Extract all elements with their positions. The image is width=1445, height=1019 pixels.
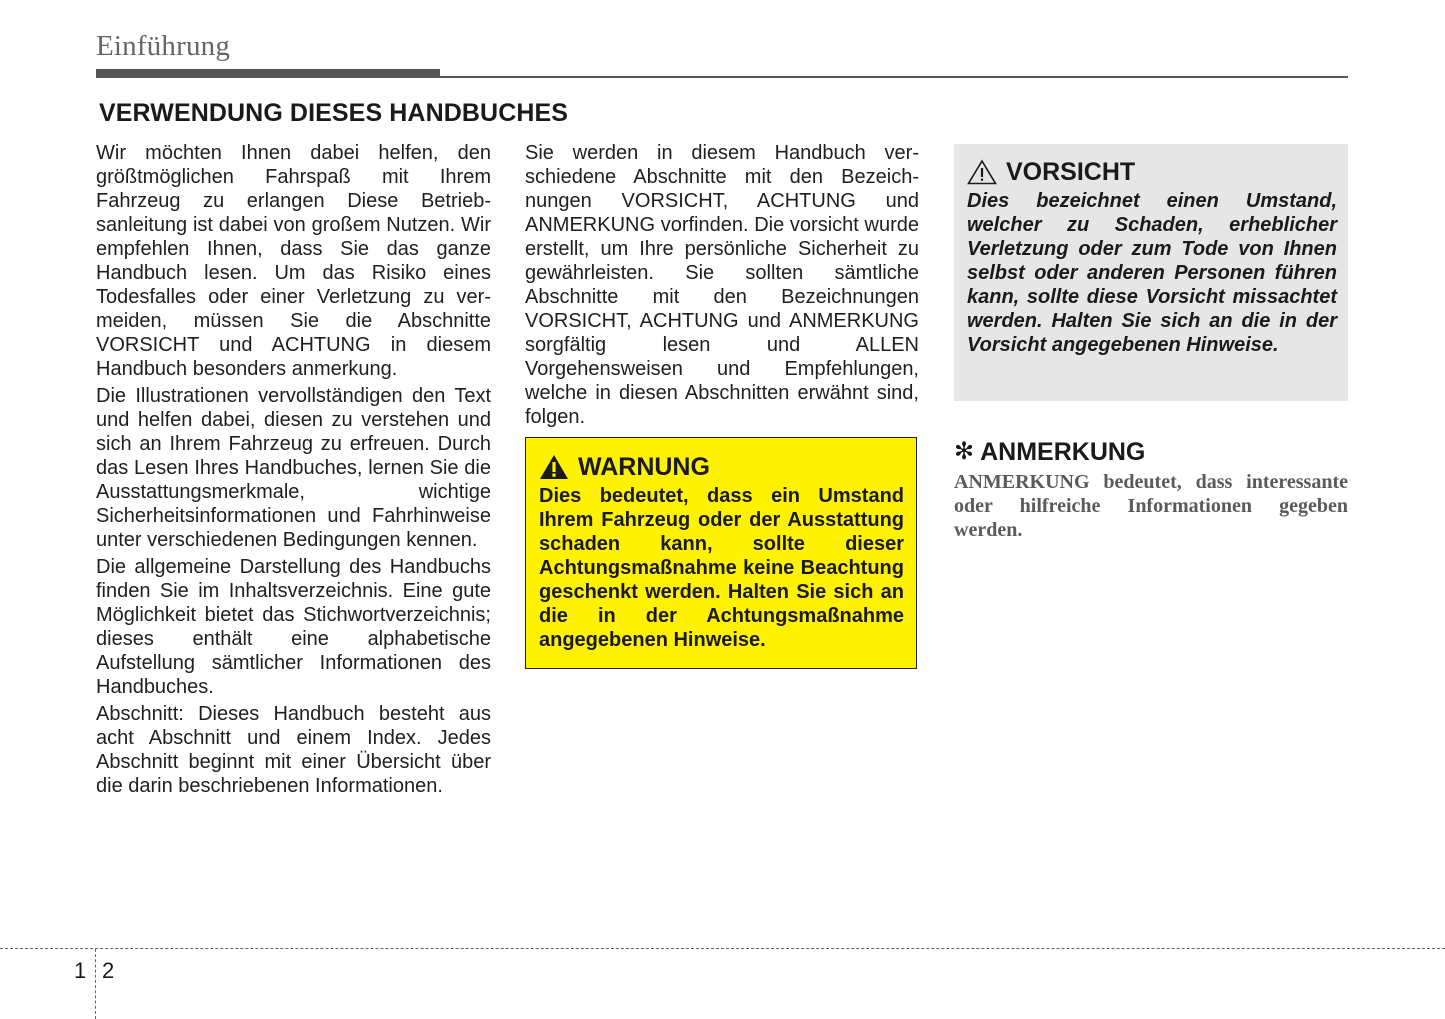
warning-box [525,437,917,669]
chapter-title: Einführung [96,30,231,62]
caution-text: Dies bezeichnet einen Umstand, welcher zu Schaden, erheblicher Verletzung oder zum Tode von Ihnen selbst oder anderen Personen führen kann, sollte diese Vorsicht missachtet werden. Halten Sie sich an die in der Vorsicht angegebenen Hinweise. [967,190,1337,356]
paragraph: Abschnitt: Dieses Handbuch besteht aus acht Abschnitt und einem Index. Jedes Abschnitt beginnt mit einer Übersicht über die darin beschriebenen Informationen. [96,703,491,797]
warning-text: Dies bedeutet, dass ein Umstand Ihrem Fahrzeug oder der Ausstattung schaden kann, sollte dieser Achtungsmaßnahme keine Beachtung geschenkt werden. Halten Sie sich an die in der Achtungsmaßnahme angegebenen Hinweise. [539,485,904,651]
asterisk-icon: ✻ [954,438,975,465]
caution-triangle-icon [967,159,997,185]
chapter-number: 1 [74,958,87,983]
note-text: ANMERKUNG bedeutet, dass interessante oder hilfreiche Informationen gegeben werden. [954,471,1348,541]
caution-heading-label: VORSICHT [1006,158,1136,186]
text-column-2 [525,141,919,432]
warning-heading-label: WARNUNG [578,453,710,481]
note-heading [954,437,1145,467]
caution-box [954,144,1348,401]
footer-divider [0,948,1445,949]
warning-triangle-icon [539,454,569,480]
header-rule [96,76,1348,78]
section-title: VERWENDUNG DIESES HANDBUCHES [99,99,569,127]
note-heading-label: ANMERKUNG [980,438,1146,466]
page-number: 2 [102,958,115,983]
caution-heading [967,157,1337,187]
warning-heading [539,452,904,482]
text-column-1 [96,141,491,801]
paragraph: Die allgemeine Darstellung des Handbuchs finden Sie im Inhaltsverzeichnis. Eine gute Möglichkeit bietet das Stichwortverzeichnis; dieses enthält eine alphabetische Aufstellung sämtlicher Informationen des Handbuches. [96,556,491,698]
paragraph: Wir möchten Ihnen dabei helfen, den größtmöglichen Fahrspaß mit Ihrem Fahrzeug zu erlangen Diese Betriebsanleitung ist dabei von großem Nutzen. Wir empfehlen Ihnen, dass Sie das ganze Handbuch lesen. Um das Risiko eines Todesfalles oder einer Verletzung zu vermeiden, müssen Sie die Abschnitte VORSICHT und ACHTUNG in diesem Handbuch besonders anmerkung. [96,142,491,380]
paragraph: Sie werden in diesem Handbuch verschiedene Abschnitte mit den Bezeichnungen VORSICHT, ACHTUNG und ANMERKUNG vorfinden. Die vorsicht wurde erstellt, um Ihre persönliche Sicherheit zu gewährleisten. Sie sollten sämtliche Abschnitte mit den Bezeichnungen VORSICHT, ACHTUNG und ANMERKUNG sorgfältig lesen und ALLEN Vorgehensweisen und Empfehlungen, welche in diesen Abschnitten erwähnt sind, folgen. [525,142,919,428]
paragraph: Die Illustrationen vervollständigen den Text und helfen dabei, diesen zu verstehen und sich an Ihrem Fahrzeug zu erfreuen. Durch das Lesen Ihres Handbuches, lernen Sie die Ausstattungsmerkmale, wichtige Sicherheitsinformationen und Fahrhinweise unter verschiedenen Bedingungen kennen. [96,385,491,551]
footer-page-separator [95,949,96,1019]
